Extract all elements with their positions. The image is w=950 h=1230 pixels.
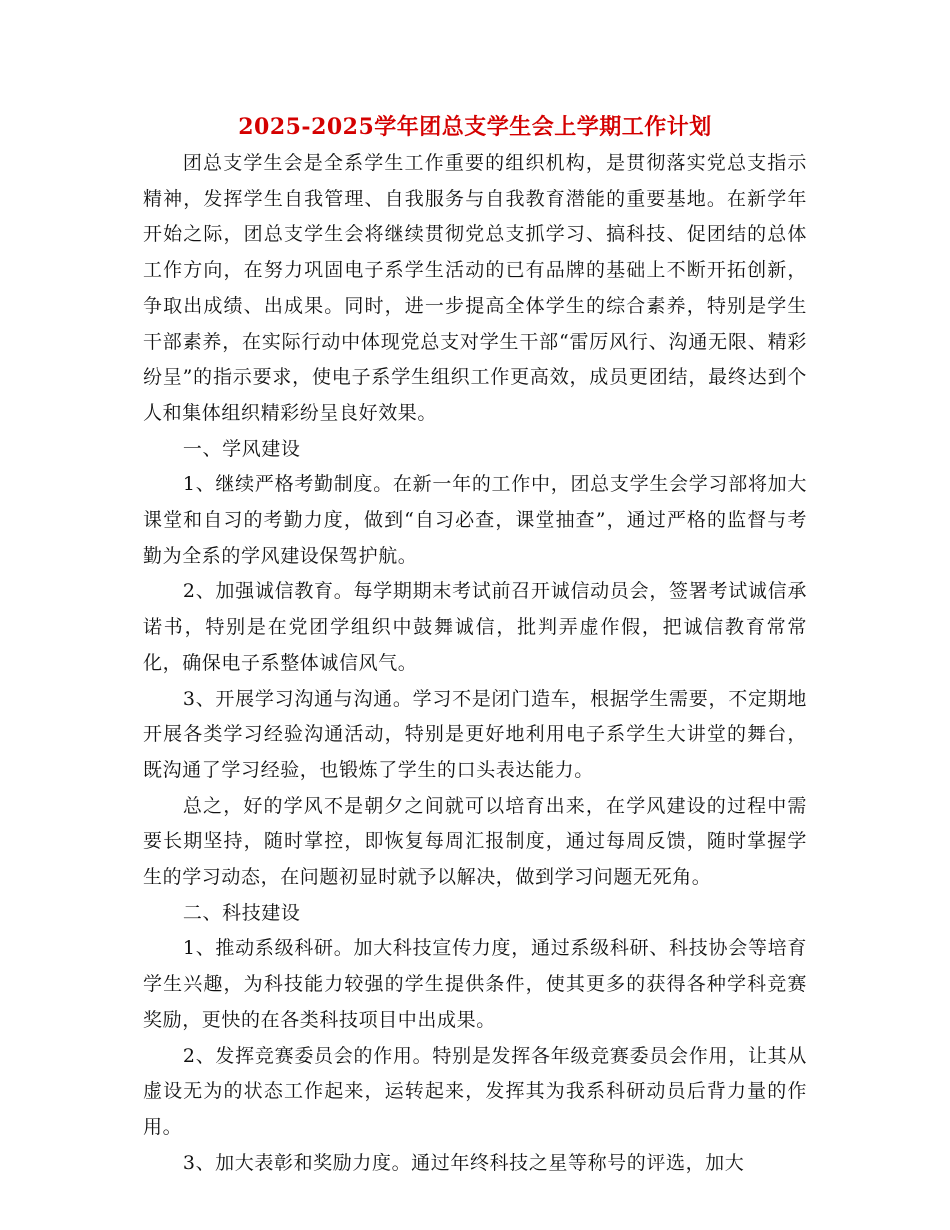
- study-style-item-2: 2、加强诚信教育。每学期期末考试前召开诚信动员会，签署考试诚信承诺书，特别是在党团学组织中鼓舞诚信，批判弄虚作假，把诚信教育常常化，确保电子系整体诚信风气。: [143, 580, 807, 674]
- intro-paragraph: 团总支学生会是全系学生工作重要的组织机构，是贯彻落实党总支指示精神，发挥学生自我管理、自我服务与自我教育潜能的重要基地。在新学年开始之际，团总支学生会将继续贯彻党总支抓学习、搞科技、促团结的总体工作方向，在努力巩固电子系学生活动的已有品牌的基础上不断开拓创新，争取出成绩、出成果。同时，进一步提高全体学生的综合素养，特别是学生干部素养，在实际行动中体现党总支对学生干部“雷厉风行、沟通无限、精彩纷呈”的指示要求，使电子系学生组织工作更高效，成员更团结，最终达到个人和集体组织精彩纷呈良好效果。: [143, 152, 807, 424]
- section-heading-technology: 二、科技建设: [182, 901, 301, 924]
- technology-item-2: 2、发挥竞赛委员会的作用。特别是发挥各年级竞赛委员会作用，让其从虚设无为的状态工作起来，运转起来，发挥其为我系科研动员后背力量的作用。: [143, 1044, 807, 1138]
- document-title: 2025-2025学年团总支学生会上学期工作计划: [238, 114, 712, 140]
- study-style-summary: 总之，好的学风不是朝夕之间就可以培育出来，在学风建设的过程中需要长期坚持，随时掌控，即恢复每周汇报制度，通过每周反馈，随时掌握学生的学习动态，在问题初显时就予以解决，做到学习问题无死角。: [143, 794, 807, 889]
- document-body: [143, 146, 807, 1181]
- technology-item-1: 1、推动系级科研。加大科技宣传力度，通过系级科研、科技协会等培育学生兴趣，为科技能力较强的学生提供条件，使其更多的获得各种学科竞赛奖励，更快的在各类科技项目中出成果。: [143, 937, 807, 1031]
- section-heading-study-style: 一、学风建设: [182, 437, 301, 460]
- study-style-item-3: 3、开展学习沟通与沟通。学习不是闭门造车，根据学生需要，不定期地开展各类学习经验沟通活动，特别是更好地利用电子系学生大讲堂的舞台，既沟通了学习经验，也锻炼了学生的口头表达能力。: [143, 687, 807, 781]
- technology-item-3: 3、加大表彰和奖励力度。通过年终科技之星等称号的评选，加大: [182, 1151, 745, 1174]
- study-style-item-1: 1、继续严格考勤制度。在新一年的工作中，团总支学生会学习部将加大课堂和自习的考勤力度，做到“自习必查，课堂抽查”，通过严格的监督与考勤为全系的学风建设保驾护航。: [143, 473, 807, 567]
